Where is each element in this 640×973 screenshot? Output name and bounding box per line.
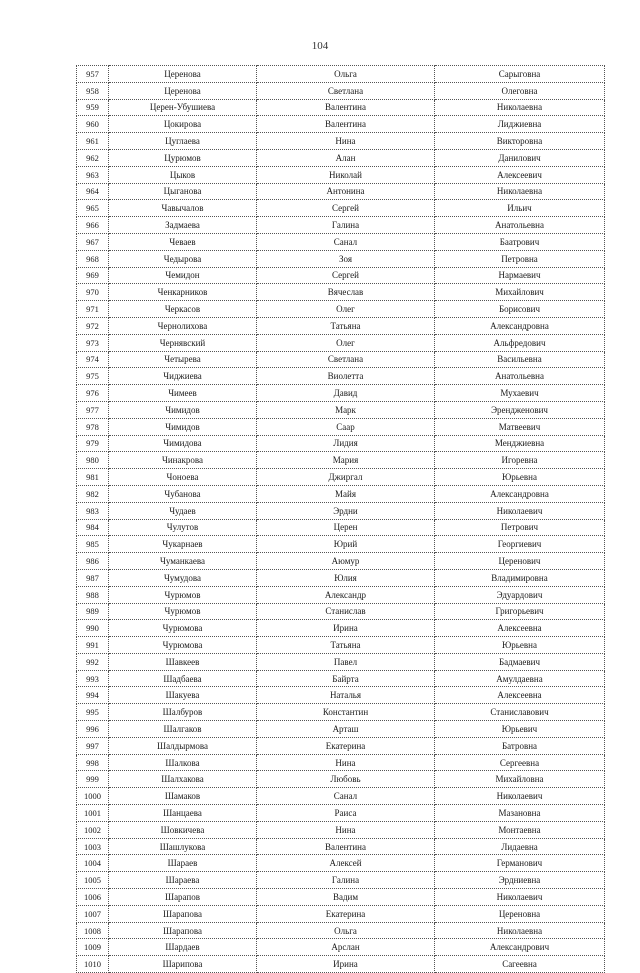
given-name-cell: Валентина — [257, 99, 435, 116]
row-number: 958 — [77, 82, 109, 99]
surname-cell: Шанцаева — [109, 805, 257, 822]
given-name-cell: Галина — [257, 217, 435, 234]
table-row — [77, 233, 605, 250]
surname-cell: Шашлукова — [109, 838, 257, 855]
surname-cell: Шараев — [109, 855, 257, 872]
table-row — [77, 82, 605, 99]
given-name-cell: Давид — [257, 385, 435, 402]
given-name-cell: Майя — [257, 485, 435, 502]
table-row — [77, 553, 605, 570]
patronymic-cell: Викторовна — [435, 133, 605, 150]
table-row — [77, 805, 605, 822]
surname-cell: Шалбуров — [109, 704, 257, 721]
surname-cell: Шовкичева — [109, 821, 257, 838]
row-number: 961 — [77, 133, 109, 150]
table-row — [77, 956, 605, 973]
given-name-cell: Александр — [257, 586, 435, 603]
surname-cell: Чинакрова — [109, 452, 257, 469]
row-number: 1005 — [77, 872, 109, 889]
surname-cell: Церенова — [109, 82, 257, 99]
patronymic-cell: Сарыговна — [435, 66, 605, 83]
row-number: 959 — [77, 99, 109, 116]
patronymic-cell: Сергеевна — [435, 754, 605, 771]
patronymic-cell: Васильевна — [435, 351, 605, 368]
given-name-cell: Санал — [257, 233, 435, 250]
row-number: 960 — [77, 116, 109, 133]
row-number: 973 — [77, 334, 109, 351]
given-name-cell: Байрта — [257, 670, 435, 687]
given-name-cell: Павел — [257, 653, 435, 670]
patronymic-cell: Эрдниевна — [435, 872, 605, 889]
patronymic-cell: Александрович — [435, 939, 605, 956]
given-name-cell: Ирина — [257, 620, 435, 637]
patronymic-cell: Анатольевна — [435, 368, 605, 385]
surname-cell: Чурюмова — [109, 620, 257, 637]
table-row — [77, 469, 605, 486]
patronymic-cell: Николаевич — [435, 788, 605, 805]
given-name-cell: Любовь — [257, 771, 435, 788]
row-number: 957 — [77, 66, 109, 83]
given-name-cell: Татьяна — [257, 317, 435, 334]
row-number: 968 — [77, 250, 109, 267]
row-number: 1000 — [77, 788, 109, 805]
table-row — [77, 788, 605, 805]
patronymic-cell: Сагеевна — [435, 956, 605, 973]
patronymic-cell: Олеговна — [435, 82, 605, 99]
surname-cell: Чубанова — [109, 485, 257, 502]
patronymic-cell: Монтаевна — [435, 821, 605, 838]
given-name-cell: Церен — [257, 519, 435, 536]
given-name-cell: Зоя — [257, 250, 435, 267]
table-row — [77, 133, 605, 150]
surname-cell: Чернявский — [109, 334, 257, 351]
row-number: 1004 — [77, 855, 109, 872]
table-row — [77, 301, 605, 318]
row-number: 979 — [77, 435, 109, 452]
table-row — [77, 401, 605, 418]
table-row — [77, 183, 605, 200]
patronymic-cell: Эдуардович — [435, 586, 605, 603]
row-number: 975 — [77, 368, 109, 385]
table-row — [77, 334, 605, 351]
surname-cell: Шалгаков — [109, 721, 257, 738]
surname-cell: Чоноева — [109, 469, 257, 486]
table-row — [77, 637, 605, 654]
table-row — [77, 603, 605, 620]
given-name-cell: Раиса — [257, 805, 435, 822]
patronymic-cell: Николаевич — [435, 502, 605, 519]
table-row — [77, 586, 605, 603]
row-number: 1001 — [77, 805, 109, 822]
surname-cell: Шамаков — [109, 788, 257, 805]
patronymic-cell: Мухаевич — [435, 385, 605, 402]
table-row — [77, 855, 605, 872]
table-row — [77, 737, 605, 754]
surname-cell: Шардаев — [109, 939, 257, 956]
row-number: 995 — [77, 704, 109, 721]
given-name-cell: Константин — [257, 704, 435, 721]
patronymic-cell: Лидаевна — [435, 838, 605, 855]
table-row — [77, 569, 605, 586]
surname-cell: Церенова — [109, 66, 257, 83]
surname-cell: Чуманкаева — [109, 553, 257, 570]
row-number: 997 — [77, 737, 109, 754]
table-row — [77, 721, 605, 738]
given-name-cell: Алан — [257, 149, 435, 166]
surname-cell: Чулутов — [109, 519, 257, 536]
patronymic-cell: Мазановна — [435, 805, 605, 822]
row-number: 1009 — [77, 939, 109, 956]
row-number: 987 — [77, 569, 109, 586]
patronymic-cell: Баатрович — [435, 233, 605, 250]
row-number: 977 — [77, 401, 109, 418]
surname-cell: Чемидон — [109, 267, 257, 284]
given-name-cell: Николай — [257, 166, 435, 183]
given-name-cell: Валентина — [257, 838, 435, 855]
given-name-cell: Светлана — [257, 82, 435, 99]
given-name-cell: Лидия — [257, 435, 435, 452]
patronymic-cell: Алексеевич — [435, 166, 605, 183]
row-number: 978 — [77, 418, 109, 435]
surname-cell: Шалкова — [109, 754, 257, 771]
surname-cell: Цыганова — [109, 183, 257, 200]
table-row — [77, 922, 605, 939]
table-row — [77, 653, 605, 670]
given-name-cell: Светлана — [257, 351, 435, 368]
surname-cell: Чукарнаев — [109, 536, 257, 553]
surname-cell: Чеваев — [109, 233, 257, 250]
surname-cell: Четырева — [109, 351, 257, 368]
patronymic-cell: Альфредович — [435, 334, 605, 351]
given-name-cell: Алексей — [257, 855, 435, 872]
row-number: 988 — [77, 586, 109, 603]
surname-cell: Цыков — [109, 166, 257, 183]
given-name-cell: Вадим — [257, 889, 435, 906]
given-name-cell: Екатерина — [257, 905, 435, 922]
row-number: 984 — [77, 519, 109, 536]
surname-cell: Чурюмов — [109, 586, 257, 603]
table-row — [77, 452, 605, 469]
given-name-cell: Ольга — [257, 66, 435, 83]
patronymic-cell: Николаевна — [435, 922, 605, 939]
row-number: 993 — [77, 670, 109, 687]
row-number: 965 — [77, 200, 109, 217]
table-row — [77, 200, 605, 217]
row-number: 986 — [77, 553, 109, 570]
table-row — [77, 66, 605, 83]
table-row — [77, 754, 605, 771]
given-name-cell: Валентина — [257, 116, 435, 133]
row-number: 980 — [77, 452, 109, 469]
patronymic-cell: Юрьевна — [435, 469, 605, 486]
table-row — [77, 149, 605, 166]
row-number: 991 — [77, 637, 109, 654]
given-name-cell: Наталья — [257, 687, 435, 704]
surname-cell: Чимеев — [109, 385, 257, 402]
patronymic-cell: Петровна — [435, 250, 605, 267]
surname-cell: Шадбаева — [109, 670, 257, 687]
given-name-cell: Саар — [257, 418, 435, 435]
surname-cell: Шарапова — [109, 922, 257, 939]
table-row — [77, 872, 605, 889]
table-row — [77, 385, 605, 402]
surname-cell: Чудаев — [109, 502, 257, 519]
table-row — [77, 905, 605, 922]
given-name-cell: Сергей — [257, 200, 435, 217]
surname-cell: Чернолихова — [109, 317, 257, 334]
table-row — [77, 889, 605, 906]
given-name-cell: Виолетта — [257, 368, 435, 385]
given-name-cell: Олег — [257, 301, 435, 318]
surname-cell: Церен-Убушиева — [109, 99, 257, 116]
table-row — [77, 620, 605, 637]
patronymic-cell: Григорьевич — [435, 603, 605, 620]
patronymic-cell: Германович — [435, 855, 605, 872]
row-number: 989 — [77, 603, 109, 620]
row-number: 1008 — [77, 922, 109, 939]
patronymic-cell: Александровна — [435, 317, 605, 334]
surname-cell: Чимидов — [109, 418, 257, 435]
surname-cell: Шалхакова — [109, 771, 257, 788]
row-number: 970 — [77, 284, 109, 301]
given-name-cell: Юлия — [257, 569, 435, 586]
patronymic-cell: Алексеевна — [435, 687, 605, 704]
patronymic-cell: Ильич — [435, 200, 605, 217]
patronymic-cell: Батровна — [435, 737, 605, 754]
given-name-cell: Мария — [257, 452, 435, 469]
table-row — [77, 838, 605, 855]
table-row — [77, 502, 605, 519]
patronymic-cell: Матвеевич — [435, 418, 605, 435]
given-name-cell: Татьяна — [257, 637, 435, 654]
patronymic-cell: Бадмаевич — [435, 653, 605, 670]
given-name-cell: Антонина — [257, 183, 435, 200]
page-number: 104 — [311, 40, 329, 52]
table-row — [77, 217, 605, 234]
table-row — [77, 435, 605, 452]
table-row — [77, 116, 605, 133]
surname-cell: Чиджиева — [109, 368, 257, 385]
given-name-cell: Ольга — [257, 922, 435, 939]
patronymic-cell: Владимировна — [435, 569, 605, 586]
patronymic-cell: Михайлович — [435, 284, 605, 301]
row-number: 974 — [77, 351, 109, 368]
given-name-cell: Галина — [257, 872, 435, 889]
surname-cell: Шараева — [109, 872, 257, 889]
given-name-cell: Ирина — [257, 956, 435, 973]
patronymic-cell: Юрьевна — [435, 637, 605, 654]
patronymic-cell: Николаевна — [435, 99, 605, 116]
patronymic-cell: Анатольевна — [435, 217, 605, 234]
surname-cell: Черкасов — [109, 301, 257, 318]
patronymic-cell: Нармаевич — [435, 267, 605, 284]
patronymic-cell: Церенович — [435, 553, 605, 570]
row-number: 982 — [77, 485, 109, 502]
given-name-cell: Марк — [257, 401, 435, 418]
given-name-cell: Арслан — [257, 939, 435, 956]
table-row — [77, 284, 605, 301]
table-row — [77, 536, 605, 553]
surname-cell: Чавычалов — [109, 200, 257, 217]
patronymic-cell: Александровна — [435, 485, 605, 502]
given-name-cell: Джиргал — [257, 469, 435, 486]
row-number: 962 — [77, 149, 109, 166]
surname-cell: Шакуева — [109, 687, 257, 704]
table-row — [77, 939, 605, 956]
row-number: 983 — [77, 502, 109, 519]
row-number: 963 — [77, 166, 109, 183]
given-name-cell: Олег — [257, 334, 435, 351]
patronymic-cell: Лиджиевна — [435, 116, 605, 133]
table-row — [77, 485, 605, 502]
surname-cell: Цурюмов — [109, 149, 257, 166]
names-table — [76, 65, 605, 973]
given-name-cell: Арташ — [257, 721, 435, 738]
surname-cell: Шарапова — [109, 905, 257, 922]
patronymic-cell: Амулдаевна — [435, 670, 605, 687]
table-row — [77, 670, 605, 687]
table-row — [77, 351, 605, 368]
table-row — [77, 519, 605, 536]
row-number: 964 — [77, 183, 109, 200]
patronymic-cell: Станиславович — [435, 704, 605, 721]
row-number: 981 — [77, 469, 109, 486]
names-table-container — [76, 65, 604, 973]
patronymic-cell: Николаевна — [435, 183, 605, 200]
table-row — [77, 771, 605, 788]
given-name-cell: Нина — [257, 821, 435, 838]
table-row — [77, 368, 605, 385]
surname-cell: Цуглаева — [109, 133, 257, 150]
table-row — [77, 418, 605, 435]
given-name-cell: Сергей — [257, 267, 435, 284]
row-number: 1010 — [77, 956, 109, 973]
row-number: 992 — [77, 653, 109, 670]
table-row — [77, 250, 605, 267]
table-row — [77, 704, 605, 721]
row-number: 994 — [77, 687, 109, 704]
row-number: 967 — [77, 233, 109, 250]
surname-cell: Чурюмова — [109, 637, 257, 654]
surname-cell: Шавкеев — [109, 653, 257, 670]
patronymic-cell: Игоревна — [435, 452, 605, 469]
row-number: 1003 — [77, 838, 109, 855]
given-name-cell: Екатерина — [257, 737, 435, 754]
row-number: 969 — [77, 267, 109, 284]
patronymic-cell: Менджиевна — [435, 435, 605, 452]
surname-cell: Шарапов — [109, 889, 257, 906]
patronymic-cell: Юрьевич — [435, 721, 605, 738]
surname-cell: Чумудова — [109, 569, 257, 586]
names-table-body — [77, 66, 605, 973]
surname-cell: Ченкарников — [109, 284, 257, 301]
row-number: 1006 — [77, 889, 109, 906]
patronymic-cell: Цереновна — [435, 905, 605, 922]
surname-cell: Цокирова — [109, 116, 257, 133]
patronymic-cell: Михайловна — [435, 771, 605, 788]
given-name-cell: Нина — [257, 754, 435, 771]
row-number: 972 — [77, 317, 109, 334]
table-row — [77, 99, 605, 116]
given-name-cell: Юрий — [257, 536, 435, 553]
given-name-cell: Станислав — [257, 603, 435, 620]
row-number: 976 — [77, 385, 109, 402]
surname-cell: Чедырова — [109, 250, 257, 267]
patronymic-cell: Борисович — [435, 301, 605, 318]
row-number: 998 — [77, 754, 109, 771]
row-number: 966 — [77, 217, 109, 234]
row-number: 1002 — [77, 821, 109, 838]
table-row — [77, 267, 605, 284]
surname-cell: Шарипова — [109, 956, 257, 973]
patronymic-cell: Николаевич — [435, 889, 605, 906]
row-number: 990 — [77, 620, 109, 637]
row-number: 971 — [77, 301, 109, 318]
row-number: 1007 — [77, 905, 109, 922]
patronymic-cell: Эрендженович — [435, 401, 605, 418]
row-number: 996 — [77, 721, 109, 738]
given-name-cell: Вячеслав — [257, 284, 435, 301]
given-name-cell: Санал — [257, 788, 435, 805]
patronymic-cell: Алексеевна — [435, 620, 605, 637]
surname-cell: Шалдырмова — [109, 737, 257, 754]
row-number: 999 — [77, 771, 109, 788]
surname-cell: Чимидова — [109, 435, 257, 452]
patronymic-cell: Георгиевич — [435, 536, 605, 553]
surname-cell: Чимидов — [109, 401, 257, 418]
table-row — [77, 821, 605, 838]
given-name-cell: Аюмур — [257, 553, 435, 570]
surname-cell: Задмаева — [109, 217, 257, 234]
given-name-cell: Нина — [257, 133, 435, 150]
patronymic-cell: Петрович — [435, 519, 605, 536]
row-number: 985 — [77, 536, 109, 553]
surname-cell: Чурюмов — [109, 603, 257, 620]
given-name-cell: Эрдни — [257, 502, 435, 519]
table-row — [77, 166, 605, 183]
table-row — [77, 687, 605, 704]
table-row — [77, 317, 605, 334]
patronymic-cell: Данилович — [435, 149, 605, 166]
